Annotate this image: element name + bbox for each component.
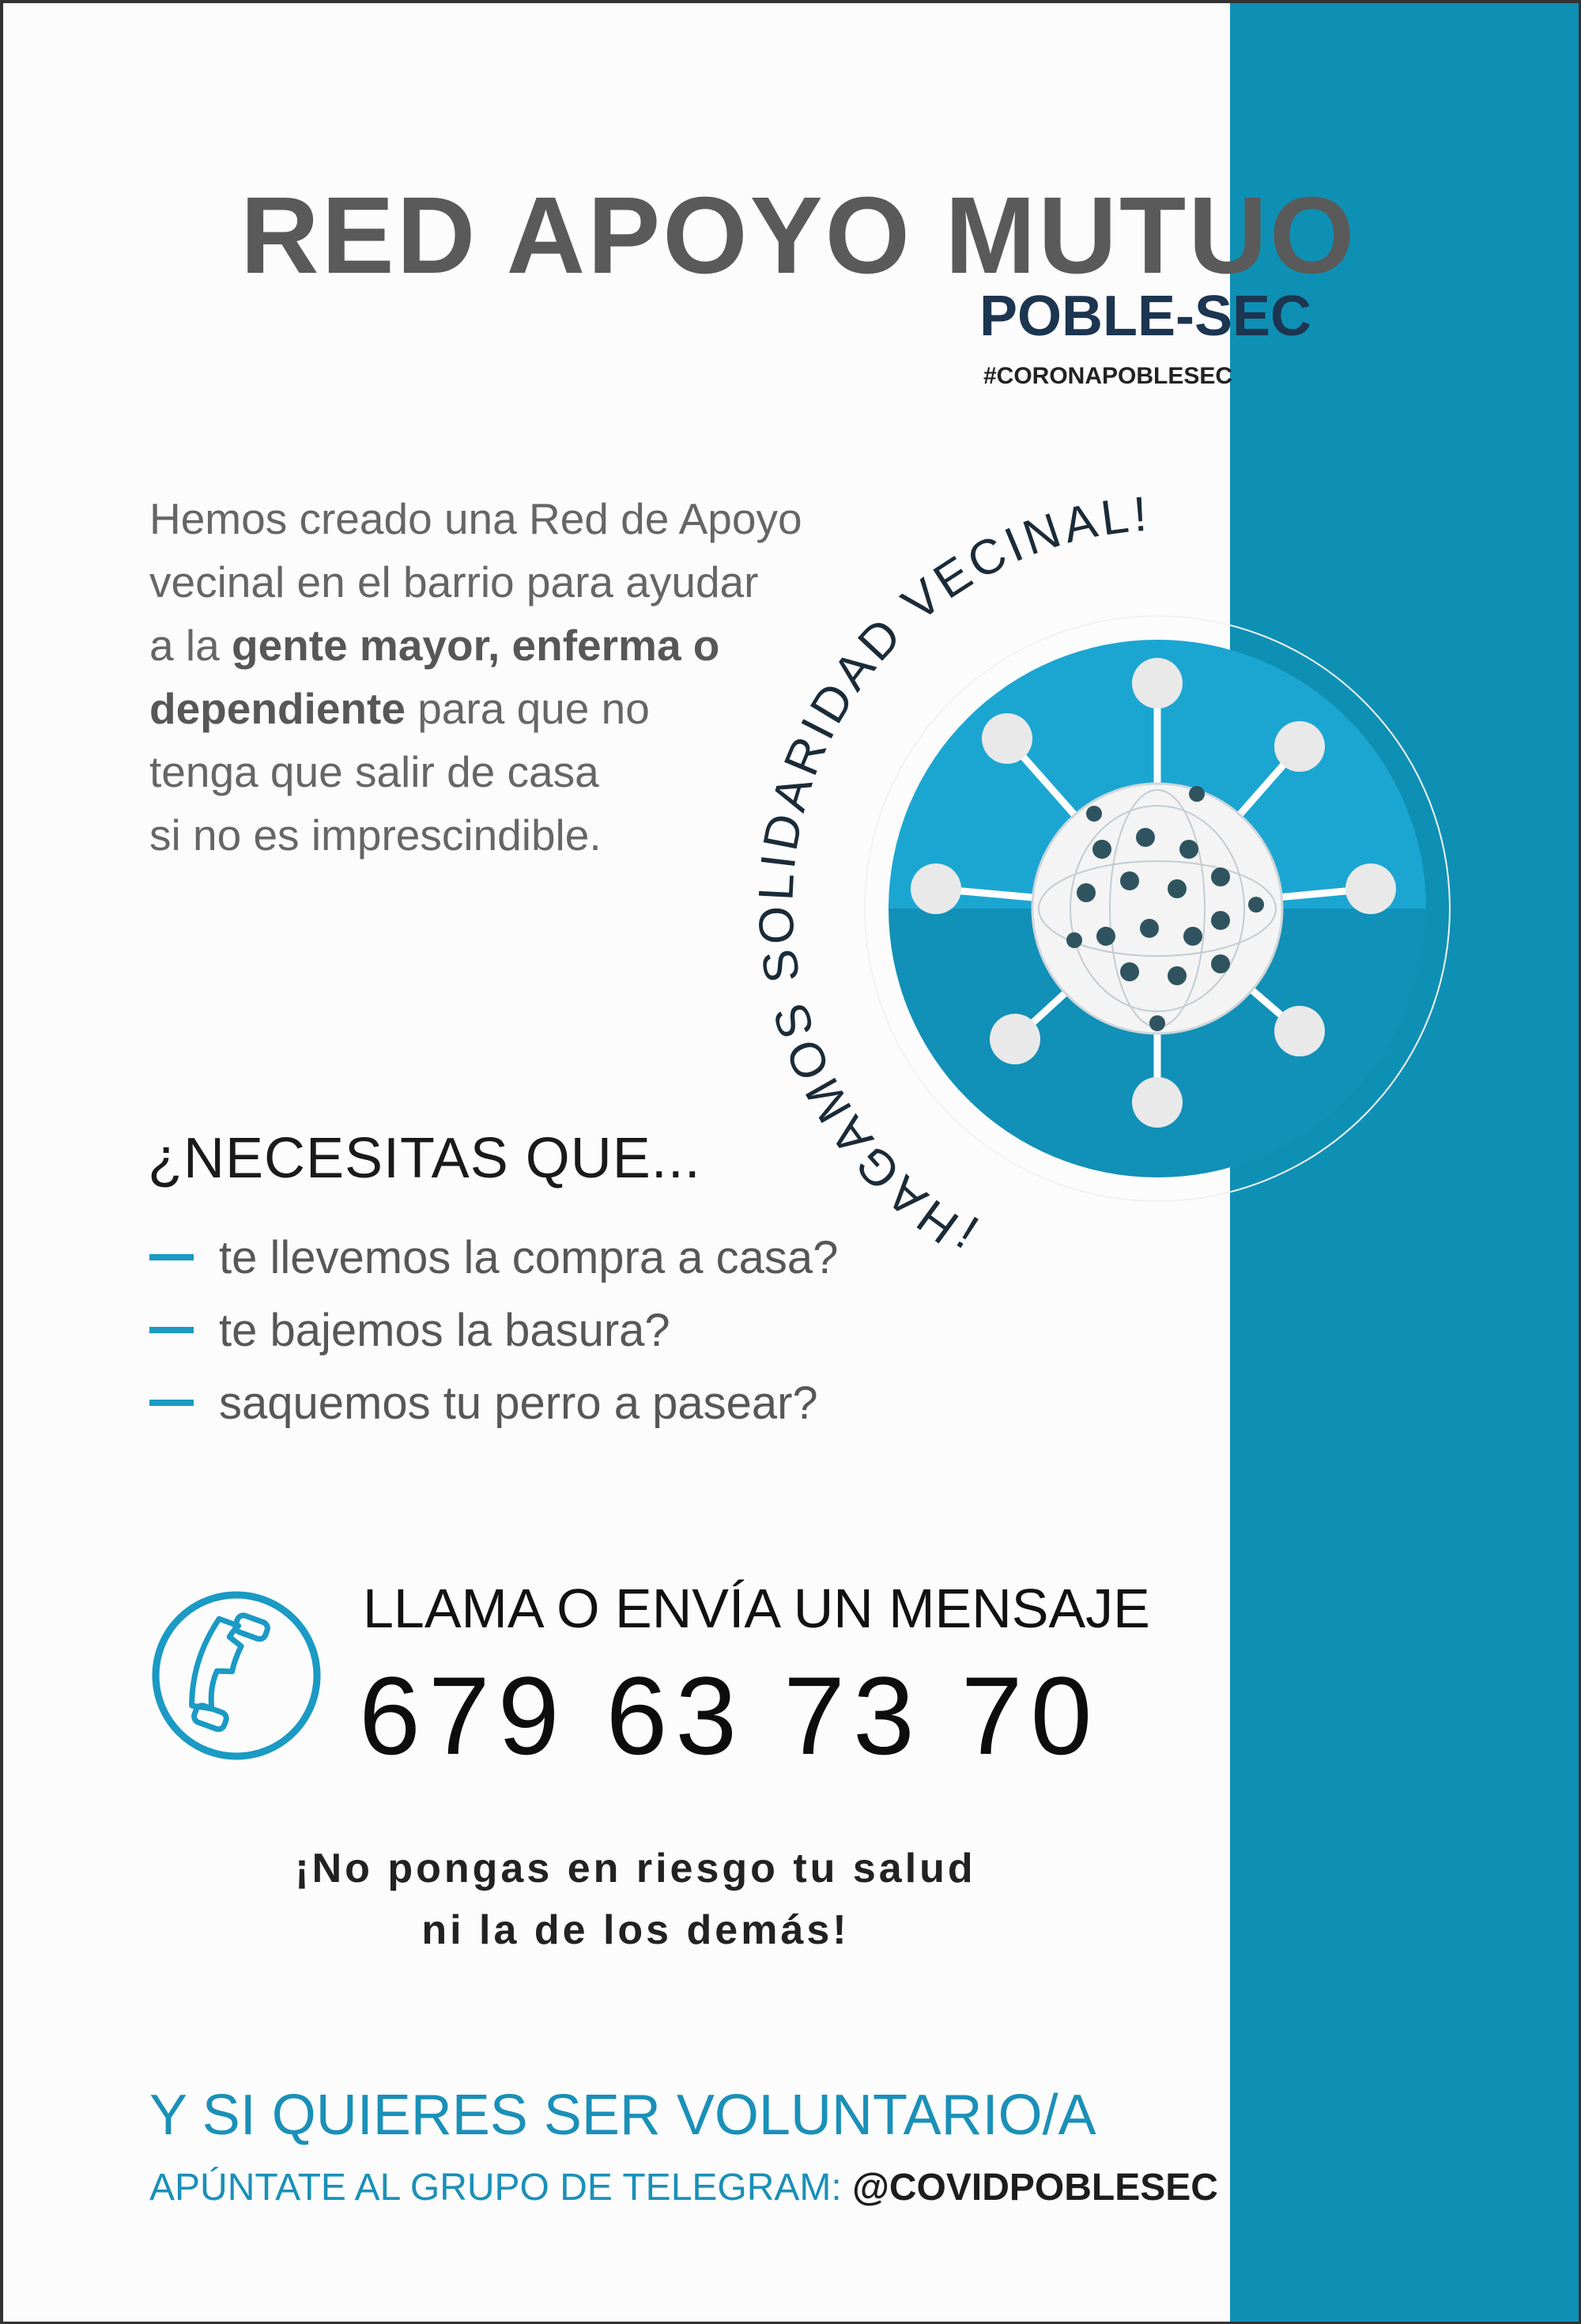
- phone-icon: [145, 1585, 327, 1767]
- badge-arc-textpath: ¡HAGAMOS SOLIDARIDAD VECINAL!: [749, 486, 1153, 1267]
- phone-number[interactable]: 679 63 73 70: [359, 1653, 1100, 1778]
- warning-line: ni la de los demás!: [421, 1907, 850, 1953]
- need-text: te llevemos la compra a casa?: [219, 1231, 839, 1283]
- telegram-line: [149, 2166, 1218, 2209]
- list-item: [149, 1221, 838, 1294]
- warning-line: ¡No pongas en riesgo tu salud: [295, 1846, 976, 1891]
- list-item: [149, 1366, 838, 1439]
- need-text: saquemos tu perro a pasear?: [219, 1377, 818, 1429]
- intro-line: vecinal en el barrio para ayudar: [149, 557, 759, 607]
- warning-text: [161, 1838, 1110, 1961]
- need-text: te bajemos la basura?: [219, 1304, 670, 1356]
- intro-text: para que no: [405, 684, 650, 733]
- intro-emphasis: gente mayor, enferma o: [231, 621, 720, 670]
- telegram-label: APÚNTATE AL GRUPO DE TELEGRAM:: [149, 2167, 853, 2209]
- intro-emphasis: dependiente: [149, 684, 406, 733]
- dash-bullet: [149, 1327, 194, 1333]
- poster-title: RED APOYO MUTUO: [240, 175, 1357, 297]
- intro-line: Hemos creado una Red de Apoyo: [149, 494, 802, 543]
- hashtag: #CORONAPOBLESEC: [983, 363, 1233, 389]
- dash-bullet: [149, 1400, 194, 1406]
- intro-line: si no es imprescindible.: [149, 811, 602, 860]
- dash-bullet: [149, 1254, 194, 1260]
- intro-text: a la: [149, 621, 232, 670]
- intro-line: tenga que salir de casa: [149, 747, 599, 796]
- poster-subtitle: POBLE-SEC: [979, 285, 1312, 348]
- volunteer-heading: Y SI QUIERES SER VOLUNTARIO/A: [149, 2084, 1096, 2147]
- solidarity-badge: [715, 478, 1505, 1268]
- needs-list: [149, 1221, 838, 1439]
- list-item: [149, 1294, 838, 1366]
- telegram-handle[interactable]: @COVIDPOBLESEC: [852, 2167, 1218, 2209]
- contact-label: LLAMA O ENVÍA UN MENSAJE: [363, 1578, 1150, 1639]
- needs-heading: ¿NECESITAS QUE...: [148, 1127, 701, 1190]
